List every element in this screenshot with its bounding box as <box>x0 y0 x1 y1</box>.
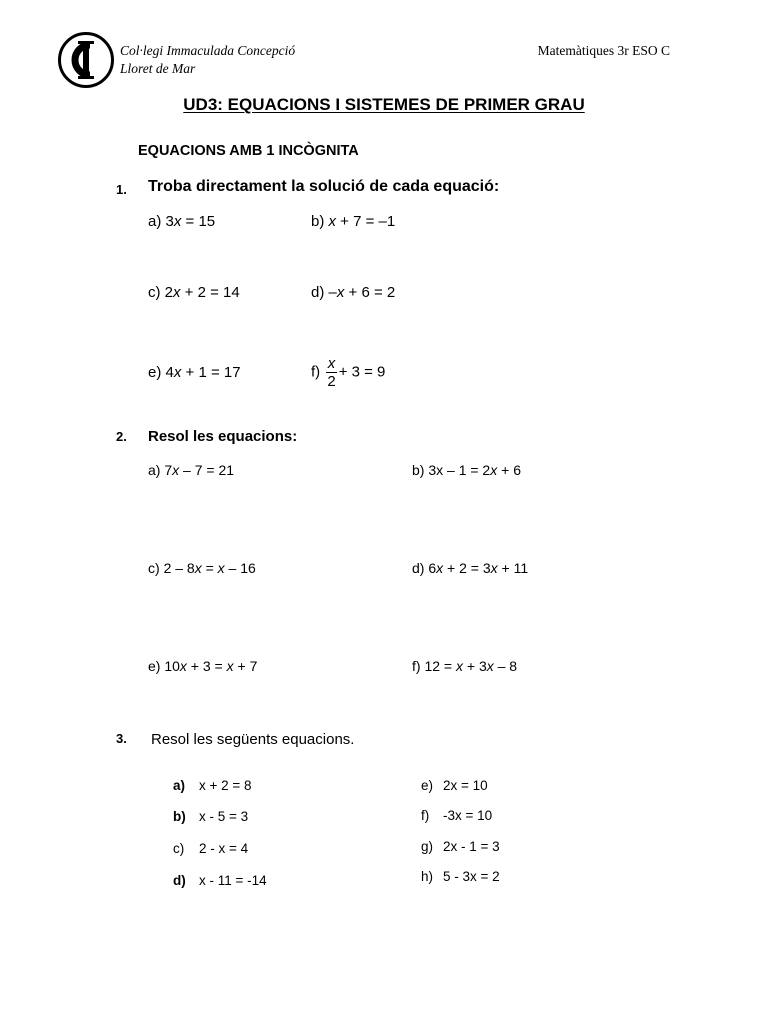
q3-eq-f: f) -3x = 10 <box>421 808 493 823</box>
q3-instruction: Resol les següents equacions. <box>151 731 355 748</box>
subject-label: Matemàtiques 3r ESO C <box>537 43 670 58</box>
school-name-line1: Col·legi Immaculada Concepció <box>120 43 296 58</box>
q3-eq-e: e) 2x = 10 <box>421 778 488 793</box>
page-title: UD3: EQUACIONS I SISTEMES DE PRIMER GRAU <box>183 95 585 114</box>
q2-eq-b: b) 3x – 1 = 2x + 6 <box>412 462 521 478</box>
q3-eq-c: c) 2 - x = 4 <box>173 841 249 856</box>
q1-instruction: Troba directament la solució de cada equació: <box>148 178 500 195</box>
q3-eq-d: d) x - 11 = -14 <box>173 873 267 888</box>
q3-eq-a: a) x + 2 = 8 <box>173 778 252 793</box>
q2-eq-d: d) 6x + 2 = 3x + 11 <box>412 560 529 576</box>
q3-eq-g: g) 2x - 1 = 3 <box>421 839 500 854</box>
q2-eq-e: e) 10x + 3 = x + 7 <box>148 658 258 674</box>
q1-eq-d: d) –x + 6 = 2 <box>311 284 396 301</box>
q1-eq-c: c) 2x + 2 = 14 <box>148 284 240 301</box>
fraction: $\frac{x}{2}$ <box>327 355 336 390</box>
q3-number: 3. <box>116 731 127 746</box>
school-name-line2: Lloret de Mar <box>120 61 196 76</box>
q1-eq-a: a) 3x = 15 <box>148 213 216 230</box>
q1-eq-f: f) $\frac{x}{2}$ + 3 = 9 <box>311 355 386 390</box>
q1-eq-e: e) 4x + 1 = 17 <box>148 364 241 381</box>
q2-eq-a: a) 7x – 7 = 21 <box>148 462 235 478</box>
q2-eq-f: f) 12 = x + 3x – 8 <box>412 658 518 674</box>
q2-number: 2. <box>116 429 127 444</box>
q3-eq-b: b) x - 5 = 3 <box>173 809 249 824</box>
q2-instruction: Resol les equacions: <box>148 428 298 445</box>
q1-number: 1. <box>116 182 127 197</box>
q2-eq-c: c) 2 – 8x = x – 16 <box>148 560 256 576</box>
section-heading: EQUACIONS AMB 1 INCÒGNITA <box>138 143 359 159</box>
school-crest-icon <box>57 31 115 89</box>
q3-eq-h: h) 5 - 3x = 2 <box>421 869 500 884</box>
q1-eq-b: b) x + 7 = –1 <box>311 213 396 230</box>
school-name <box>120 42 295 78</box>
